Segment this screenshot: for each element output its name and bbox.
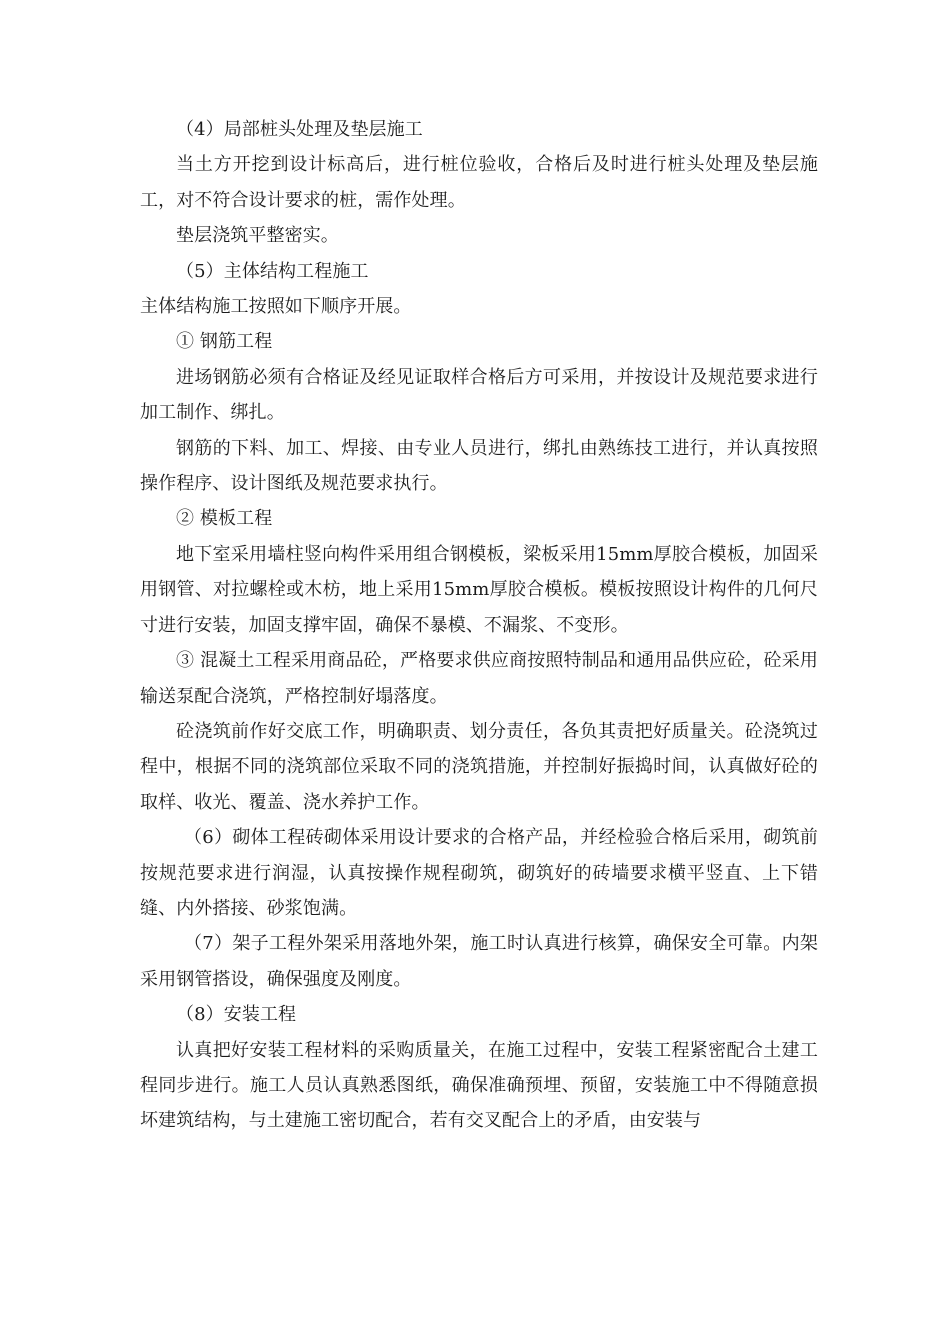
paragraph-heading-8: （8）安装工程 [176,1004,297,1026]
paragraph: 砼浇筑前作好交底工作，明确职责、划分责任，各负其责把好质量关。砼浇筑过程中，根据不同的浇筑部位采取不同的浇筑措施，并控制好振捣时间，认真做好砼的取样、收光、覆盖、浇水养护工作。 [140,720,818,813]
paragraph-subheading-formwork: ② 模板工程 [176,508,273,530]
document-body [140,112,818,1139]
paragraph: 主体结构施工按照如下顺序开展。 [140,296,412,318]
paragraph: ③ 混凝土工程采用商品砼，严格要求供应商按照特制品和通用品供应砼，砼采用输送泵配合浇筑，严格控制好塌落度。 [140,650,818,707]
paragraph: 地下室采用墙柱竖向构件采用组合钢模板，梁板采用15mm厚胶合模板，加固采用钢管、对拉螺栓或木枋，地上采用15mm厚胶合模板。模板按照设计构件的几何尺寸进行安装，加固支撑牢固，确保不暴模、不漏浆、不变形。 [140,543,818,636]
paragraph: 进场钢筋必须有合格证及经见证取样合格后方可采用，并按设计及规范要求进行加工制作、绑扎。 [140,366,818,424]
paragraph: 当土方开挖到设计标高后，进行桩位验收，合格后及时进行桩头处理及垫层施工，对不符合设计要求的桩，需作处理。 [140,154,818,211]
paragraph-heading-4: （4）局部桩头处理及垫层施工 [176,119,423,140]
paragraph-heading-6: （6）砌体工程砖砌体采用设计要求的合格产品，并经检验合格后采用，砌筑前按规范要求进行润湿，认真按操作规程砌筑，砌筑好的砖墙要求横平竖直、上下错缝、内外搭接、砂浆饱满。 [140,827,818,919]
paragraph: 钢筋的下料、加工、焊接、由专业人员进行，绑扎由熟练技工进行，并认真按照操作程序、设计图纸及规范要求执行。 [140,437,818,495]
paragraph: 垫层浇筑平整密实。 [176,225,339,247]
paragraph: 认真把好安装工程材料的采购质量关，在施工过程中，安装工程紧密配合土建工程同步进行。施工人员认真熟悉图纸，确保准确预埋、预留，安装施工中不得随意损坏建筑结构，与土建施工密切配合，若有交叉配合上的矛盾，由安装与 [140,1039,818,1132]
paragraph-heading-7: （7）架子工程外架采用落地外架，施工时认真进行核算，确保安全可靠。内架采用钢管搭设，确保强度及刚度。 [140,933,818,990]
paragraph-heading-5: （5）主体结构工程施工 [176,260,369,282]
paragraph-subheading-rebar: ① 钢筋工程 [176,331,273,353]
